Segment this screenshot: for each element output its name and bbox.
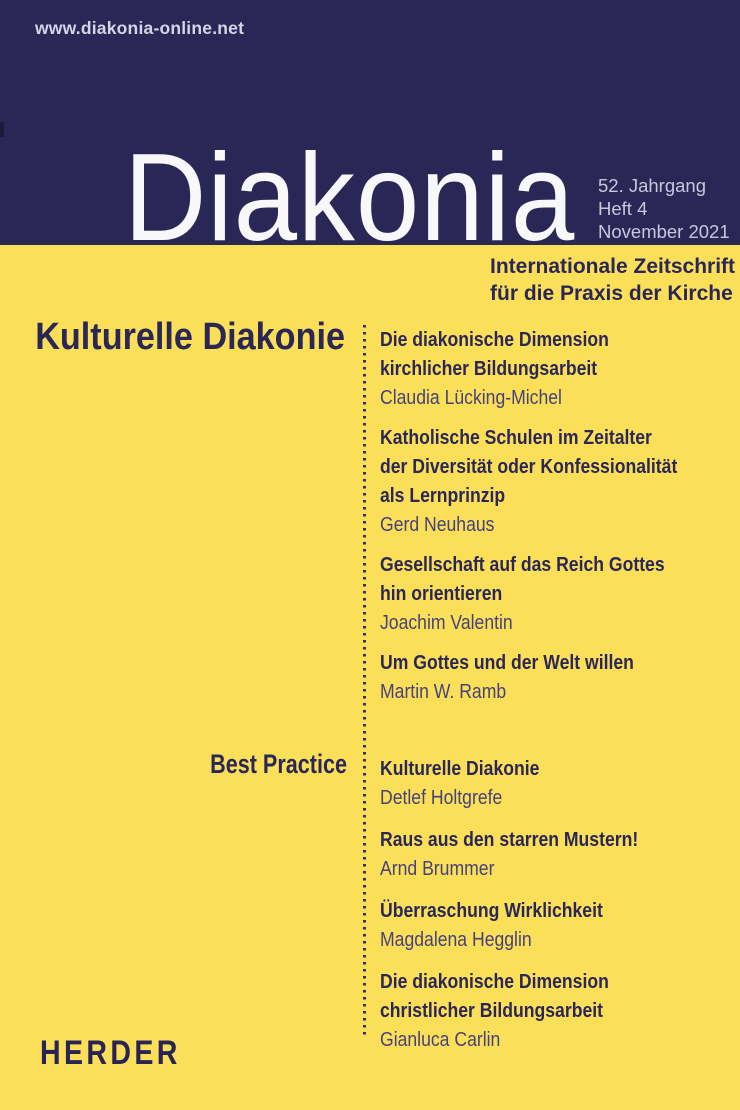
article-item xyxy=(380,897,723,955)
article-item xyxy=(380,326,723,413)
dotted-divider xyxy=(363,325,366,1035)
article-title-line: christlicher Bildungsarbeit xyxy=(380,1000,603,1022)
article-item xyxy=(380,649,723,707)
article-author: Arnd Brummer xyxy=(380,858,495,880)
journal-subtitle-line: für die Praxis der Kirche xyxy=(490,282,733,305)
article-title-line: Raus aus den starren Mustern! xyxy=(380,829,639,851)
section-heading-kulturelle-diakonie: Kulturelle Diakonie xyxy=(35,316,345,358)
issue-date: November 2021 xyxy=(598,221,730,242)
article-author: Martin W. Ramb xyxy=(380,681,507,703)
article-title-line: Katholische Schulen im Zeitalter xyxy=(380,427,652,449)
journal-title: Diakonia xyxy=(124,129,576,267)
article-title-line: Die diakonische Dimension xyxy=(380,971,609,993)
article-author: Gianluca Carlin xyxy=(380,1029,501,1051)
journal-subtitle-line: Internationale Zeitschrift xyxy=(490,255,736,278)
article-title-line: Die diakonische Dimension xyxy=(380,329,609,351)
issue-number: Heft 4 xyxy=(598,198,648,219)
journal-subtitle xyxy=(490,253,735,307)
website-url: www.diakonia-online.net xyxy=(35,18,245,38)
article-title-line: als Lernprinzip xyxy=(380,485,506,507)
article-author: Magdalena Hegglin xyxy=(380,929,532,951)
article-author: Joachim Valentin xyxy=(380,612,513,634)
article-title-line: der Diversität oder Konfessionalität xyxy=(380,456,678,478)
article-author: Detlef Holtgrefe xyxy=(380,787,503,809)
issue-volume: 52. Jahrgang xyxy=(598,175,707,196)
article-item xyxy=(380,755,723,813)
article-title-line: kirchlicher Bildungsarbeit xyxy=(380,358,598,380)
article-list-best-practice xyxy=(380,755,723,1068)
section-heading-best-practice: Best Practice xyxy=(210,749,347,779)
issue-info xyxy=(598,174,730,243)
article-title-line: Kulturelle Diakonie xyxy=(380,758,540,780)
article-item xyxy=(380,826,723,884)
article-list-kulturelle-diakonie xyxy=(380,326,723,718)
article-item xyxy=(380,968,723,1055)
article-title-line: Überraschung Wirklichkeit xyxy=(380,900,603,922)
article-title-line: Um Gottes und der Welt willen xyxy=(380,652,634,674)
article-item xyxy=(380,424,723,540)
publisher-logo: HERDER xyxy=(40,1034,181,1072)
article-title-line: hin orientieren xyxy=(380,583,503,605)
print-mark xyxy=(0,122,4,137)
article-author: Gerd Neuhaus xyxy=(380,514,495,536)
article-title-line: Gesellschaft auf das Reich Gottes xyxy=(380,554,665,576)
article-item xyxy=(380,551,723,638)
article-author: Claudia Lücking-Michel xyxy=(380,387,562,409)
